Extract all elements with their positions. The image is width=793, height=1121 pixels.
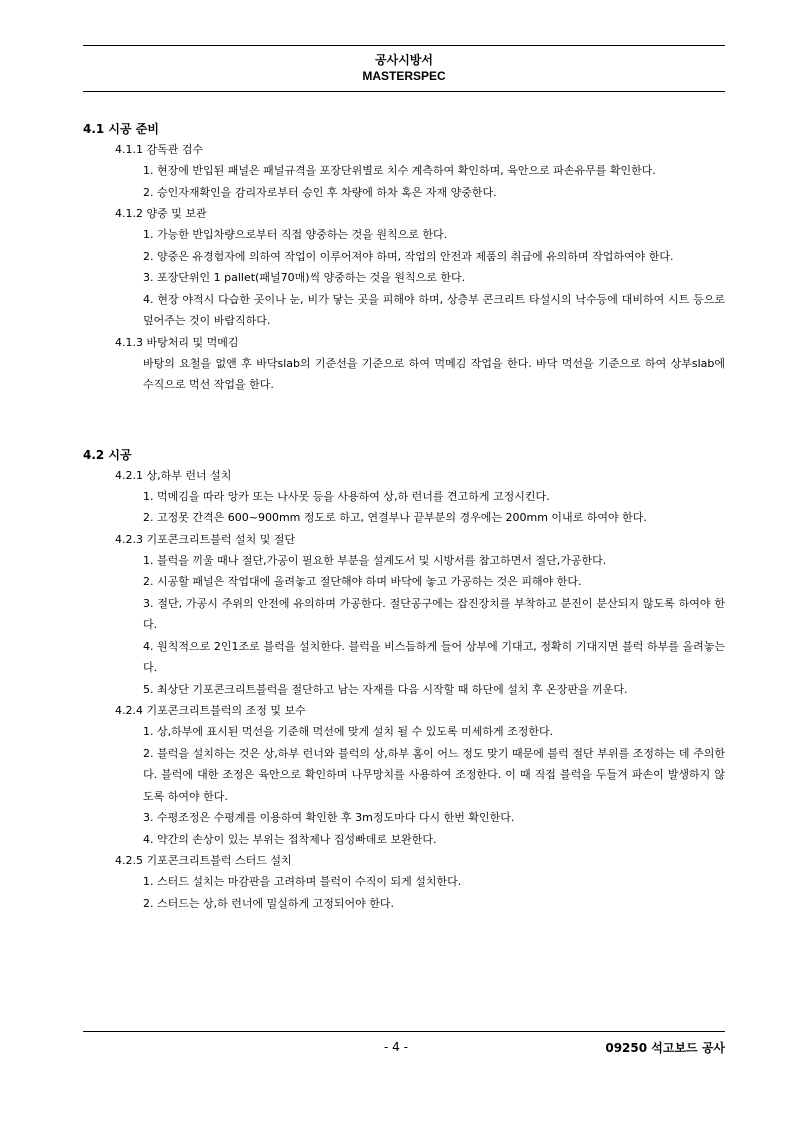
footer-rule xyxy=(83,1031,725,1032)
list-item: 2. 승인자재확인을 감리자로부터 승인 후 차량에 하차 혹은 자재 양중한다. xyxy=(143,185,497,199)
subsection-heading-4-2-1: 4.2.1 상,하부 런너 설치 xyxy=(115,468,232,482)
list-item: 2. 시공할 패널은 작업대에 올려놓고 절단해야 하며 바닥에 놓고 가공하는 것은 피해야 한다. xyxy=(143,575,582,588)
subsection-heading-4-2-5: 4.2.5 기포콘크리트블럭 스터드 설치 xyxy=(115,854,292,867)
list-item: 1. 블럭을 끼울 때나 절단,가공이 필요한 부분을 설계도서 및 시방서를 참고하면서 절단,가공한다. xyxy=(143,553,607,567)
subsection-heading-4-1-3: 4.1.3 바탕처리 및 먹메김 xyxy=(115,335,239,349)
list-item: 1. 가능한 반입차량으로부터 직접 양중하는 것을 원칙으로 한다. xyxy=(143,228,448,241)
list-item: 3. 절단, 가공시 주위의 안전에 유의하며 가공한다. 절단공구에는 잡진장치를 부착하고 분진이 분산되지 않도록 하여야 한다. xyxy=(143,596,726,631)
subsection-heading-4-1-2: 4.1.2 양중 및 보관 xyxy=(115,207,207,220)
list-item: 4. 원칙적으로 2인1조로 블럭을 설치한다. 블럭을 비스듬하게 들어 상부에 기대고, 정확히 기대지면 블럭 하부를 올려놓는다. xyxy=(143,639,725,674)
list-item: 4. 현장 야적시 다습한 곳이나 눈, 비가 닿는 곳을 피해야 하며, 상층부 콘크리트 타설시의 낙수등에 대비하여 시트 등으로 덮어주는 것이 바람직하다. xyxy=(143,292,725,327)
list-item: 2. 스터드는 상,하 런너에 밀실하게 고정되어야 한다. xyxy=(143,896,394,910)
footer-document-title: 09250 석고보드 공사 xyxy=(605,1041,725,1055)
page-number: - 4 - xyxy=(384,1040,408,1054)
subsection-heading-4-2-3: 4.2.3 기포콘크리트블럭 설치 및 절단 xyxy=(115,532,296,546)
list-item: 3. 수평조정은 수평계를 이용하여 확인한 후 3m정도마다 다시 한번 확인한다. xyxy=(143,811,515,824)
document-body xyxy=(83,119,725,914)
list-item: 1. 상,하부에 표시된 먹선을 기준해 먹선에 맞게 설치 될 수 있도록 미세하게 조정한다. xyxy=(143,725,554,738)
list-item: 5. 최상단 기포콘크리트블럭을 절단하고 남는 자재를 다음 시작할 때 하단에 설치 후 온장판을 끼운다. xyxy=(143,682,628,696)
list-item: 1. 스터드 설치는 마감판을 고려하며 블럭이 수직이 되게 설치한다. xyxy=(143,875,462,888)
section-heading-4-2: 4.2 시공 xyxy=(83,447,132,462)
list-item: 1. 먹메김을 따라 앙카 또는 나사못 등을 사용하여 상,하 런너를 견고하게 고정시킨다. xyxy=(143,489,550,503)
list-item: 2. 고정못 간격은 600~900mm 정도로 하고, 연결부나 끝부분의 경우에는 200mm 이내로 하여야 한다. xyxy=(143,511,647,524)
list-item: 2. 양중은 유경험자에 의하여 작업이 이루어져야 하며, 작업의 안전과 제품의 취급에 유의하며 작업하여야 한다. xyxy=(143,249,674,263)
header-title-korean: 공사시방서 xyxy=(375,53,433,67)
section-spacer xyxy=(83,396,725,445)
list-item: 2. 블럭을 설치하는 것은 상,하부 런너와 블럭의 상,하부 홈이 어느 정도 맞기 때문에 블럭 절단 부위를 조정하는 데 주의한다. 블럭에 대한 조정은 육안으로 확인하며 나무망치를 사용하여 조정한다. 이 때 직접 블럭을 두들겨 파손이 발생하지 않도록 하여야 한다. xyxy=(143,746,725,803)
paragraph: 바탕의 요철을 없앤 후 바닥slab의 기준선을 기준으로 하여 먹메김 작업을 한다. 바닥 먹선을 기준으로 하여 상부slab에 수직으로 먹선 작업을 한다. xyxy=(143,356,725,391)
header-title-english: MASTERSPEC xyxy=(362,69,446,83)
header-top-rule xyxy=(83,45,725,46)
subsection-heading-4-2-4: 4.2.4 기포콘크리트블럭의 조정 및 보수 xyxy=(115,704,306,717)
list-item: 1. 현장에 반입된 패널은 패널규격을 포장단위별로 치수 계측하여 확인하며, 육안으로 파손유무를 확인한다. xyxy=(143,164,656,177)
list-item: 4. 약간의 손상이 있는 부위는 접착제나 집성빠데로 보완한다. xyxy=(143,832,437,846)
subsection-heading-4-1-1: 4.1.1 감독관 검수 xyxy=(115,143,204,156)
list-item: 3. 포장단위인 1 pallet(패널70매)씩 양중하는 것을 원칙으로 한다. xyxy=(143,271,466,284)
section-heading-4-1: 4.1 시공 준비 xyxy=(83,122,159,136)
header-bottom-rule xyxy=(83,91,725,92)
